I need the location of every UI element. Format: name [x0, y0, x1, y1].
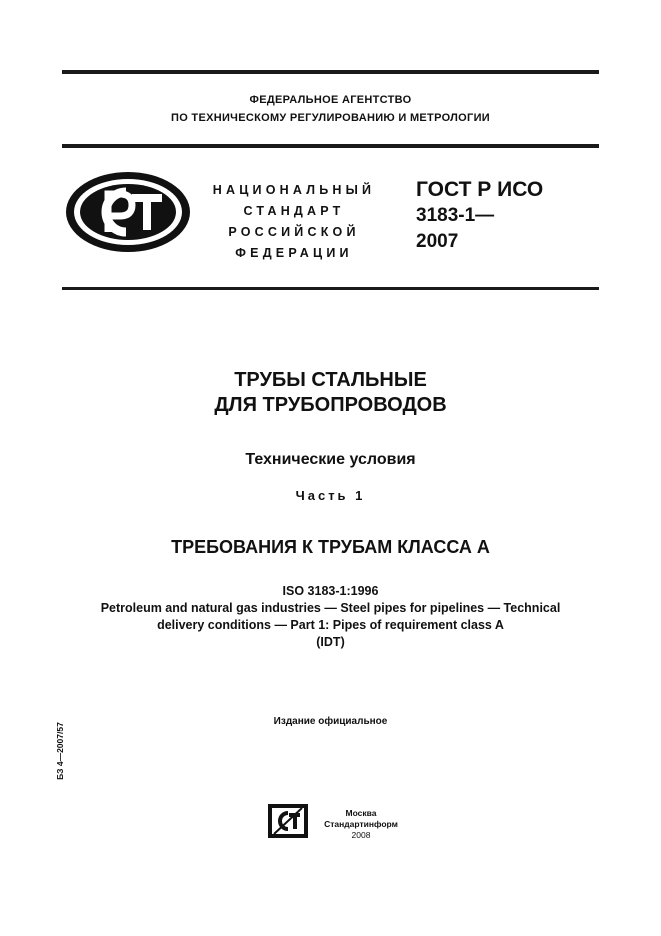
doc-part: Часть 1: [295, 488, 366, 503]
gost-r-logo-icon: [64, 170, 192, 254]
designation-line-3: 2007: [416, 231, 459, 252]
iso-title-line-1: Petroleum and natural gas industries — Steel pipes for pipelines — Technical: [100, 601, 561, 615]
header-rule: [62, 144, 599, 148]
iso-ref: ISO 3183-1:1996: [282, 584, 379, 598]
edition-label: Издание официальное: [273, 716, 388, 727]
publisher-name: Стандартинформ: [324, 819, 398, 829]
iso-idt: (IDT): [316, 635, 345, 649]
part-title: ТРЕБОВАНИЯ К ТРУБАМ КЛАССА А: [171, 537, 490, 557]
top-rule: [62, 70, 599, 74]
doc-title: [0, 368, 661, 418]
agency-line-1: ФЕДЕРАЛЬНОЕ АГЕНТСТВО: [249, 94, 412, 106]
side-code: БЗ 4—2007/57: [55, 722, 65, 780]
standard-type-line-2: СТАНДАРТ: [243, 204, 345, 218]
standard-type: [198, 180, 390, 264]
doc-subtitle: Технические условия: [245, 451, 416, 468]
designation-line-1: ГОСТ Р ИСО: [416, 178, 544, 201]
iso-title-line-2: delivery conditions — Part 1: Pipes of requirement class A: [157, 618, 504, 632]
designation-line-2: 3183-1—: [416, 205, 495, 226]
iso-reference: [0, 583, 661, 651]
publisher-year: 2008: [351, 830, 371, 840]
mid-rule: [62, 287, 599, 290]
publisher-block: [313, 808, 409, 841]
standard-type-line-4: ФЕДЕРАЦИИ: [235, 246, 353, 260]
doc-title-line-1: ТРУБЫ СТАЛЬНЫЕ: [234, 369, 427, 391]
doc-title-line-2: ДЛЯ ТРУБОПРОВОДОВ: [214, 394, 447, 416]
publisher-city: Москва: [345, 808, 377, 818]
standard-designation: [416, 177, 543, 255]
agency-line-2: ПО ТЕХНИЧЕСКОМУ РЕГУЛИРОВАНИЮ И МЕТРОЛОГИИ: [171, 112, 490, 124]
standard-type-line-3: РОССИЙСКОЙ: [228, 225, 360, 239]
standartinform-logo-icon: [268, 804, 308, 838]
standard-type-line-1: НАЦИОНАЛЬНЫЙ: [212, 183, 376, 197]
